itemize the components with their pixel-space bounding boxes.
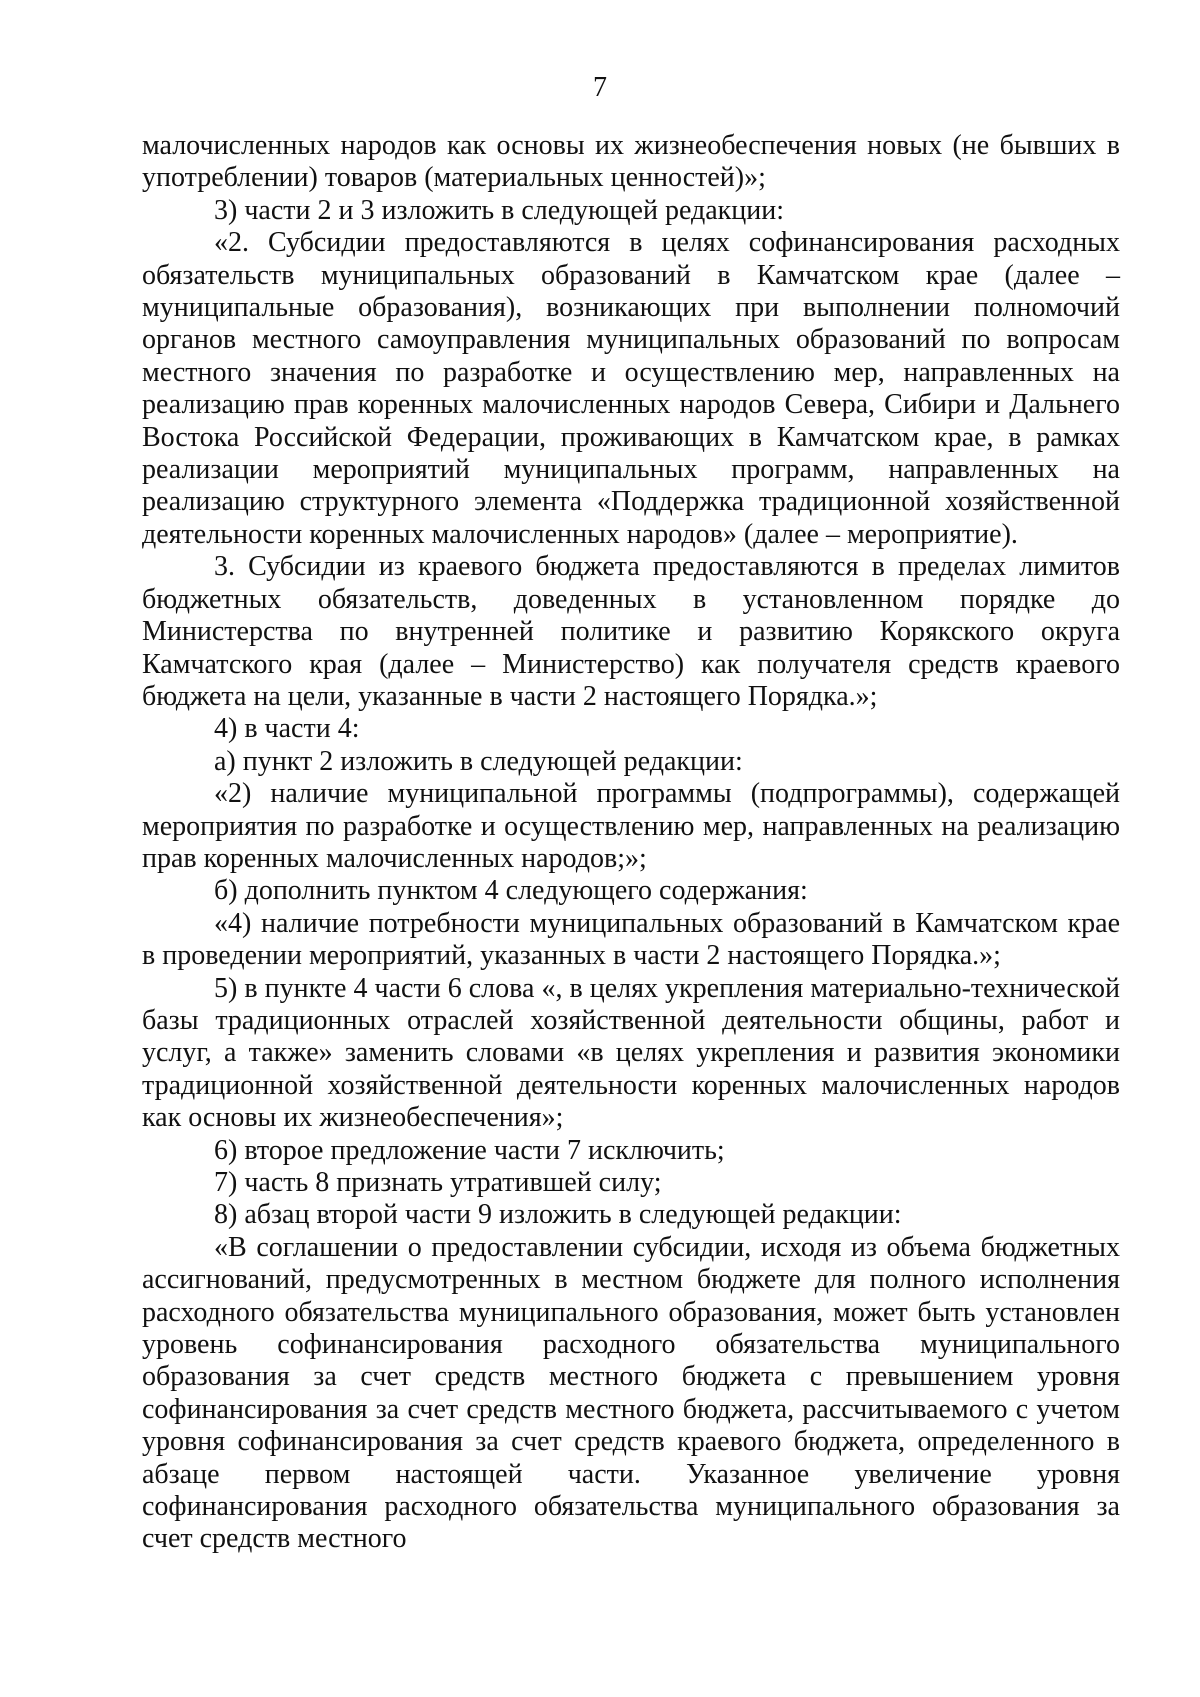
page-number: 7 — [593, 72, 607, 103]
paragraph: 6) второе предложение части 7 исключить; — [214, 1134, 725, 1166]
paragraph: 5) в пункте 4 части 6 слова «, в целях укрепления материально-технической базы традиционных отраслей хозяйственной деятельности общины, работ и услуг, а также» заменить словами «в целях укрепления и развития экономики традиционной хозяйственной деятельности коренных малочисленных народов как основы их жизнеобеспечения»; — [142, 972, 1120, 1134]
paragraph: 3) части 2 и 3 изложить в следующей редакции: — [214, 194, 785, 226]
paragraph: 3. Субсидии из краевого бюджета предоставляются в пределах лимитов бюджетных обязательств, доведенных в установленном порядке до Министерства по внутренней политике и развитию Корякского округа Камчатского края (далее – Министерство) как получателя средств краевого бюджета на цели, указанные в части 2 настоящего Порядка.»; — [142, 551, 1120, 712]
paragraph: «4) наличие потребности муниципальных образований в Камчатском крае в проведении мероприятий, указанных в части 2 настоящего Порядка.»; — [142, 907, 1120, 972]
document-body — [142, 130, 1120, 1556]
paragraph: 7) часть 8 признать утратившей силу; — [214, 1167, 662, 1198]
paragraph: 8) абзац второй части 9 изложить в следующей редакции: — [214, 1199, 902, 1231]
paragraph: «2. Субсидии предоставляются в целях софинансирования расходных обязательств муниципальных образований в Камчатском крае (далее – муниципальные образования), возникающих при выполнении полномочий органов местного самоуправления муниципальных образований по вопросам местного значения по разработке и осуществлению мер, направленных на реализацию прав коренных малочисленных народов Севера, Сибири и Дальнего Востока Российской Федерации, проживающих в Камчатском крае, в рамках реализации мероприятий муниципальных программ, направленных на реализацию структурного элемента «Поддержка традиционной хозяйственной деятельности коренных малочисленных народов» (далее – мероприятие). — [142, 227, 1120, 550]
paragraph: а) пункт 2 изложить в следующей редакции: — [214, 745, 743, 777]
paragraph: 4) в части 4: — [214, 713, 360, 745]
paragraph: «2) наличие муниципальной программы (подпрограммы), содержащей мероприятия по разработке и осуществлению мер, направленных на реализацию прав коренных малочисленных народов;»; — [142, 778, 1120, 874]
paragraph: «В соглашении о предоставлении субсидии, исходя из объема бюджетных ассигнований, предусмотренных в местном бюджете для полного исполнения расходного обязательства муниципального образования, может быть установлен уровень софинансирования расходного обязательства муниципального образования за счет средств местного бюджета с превышением уровня софинансирования за счет средств местного бюджета, рассчитываемого с учетом уровня софинансирования за счет средств краевого бюджета, определенного в абзаце первом настоящей части. Указанное увеличение уровня софинансирования расходного обязательства муниципального образования за счет средств местного — [142, 1231, 1120, 1555]
paragraph: б) дополнить пунктом 4 следующего содержания: — [214, 875, 808, 907]
paragraph: малочисленных народов как основы их жизнеобеспечения новых (не бывших в употреблении) товаров (материальных ценностей)»; — [142, 130, 1120, 194]
